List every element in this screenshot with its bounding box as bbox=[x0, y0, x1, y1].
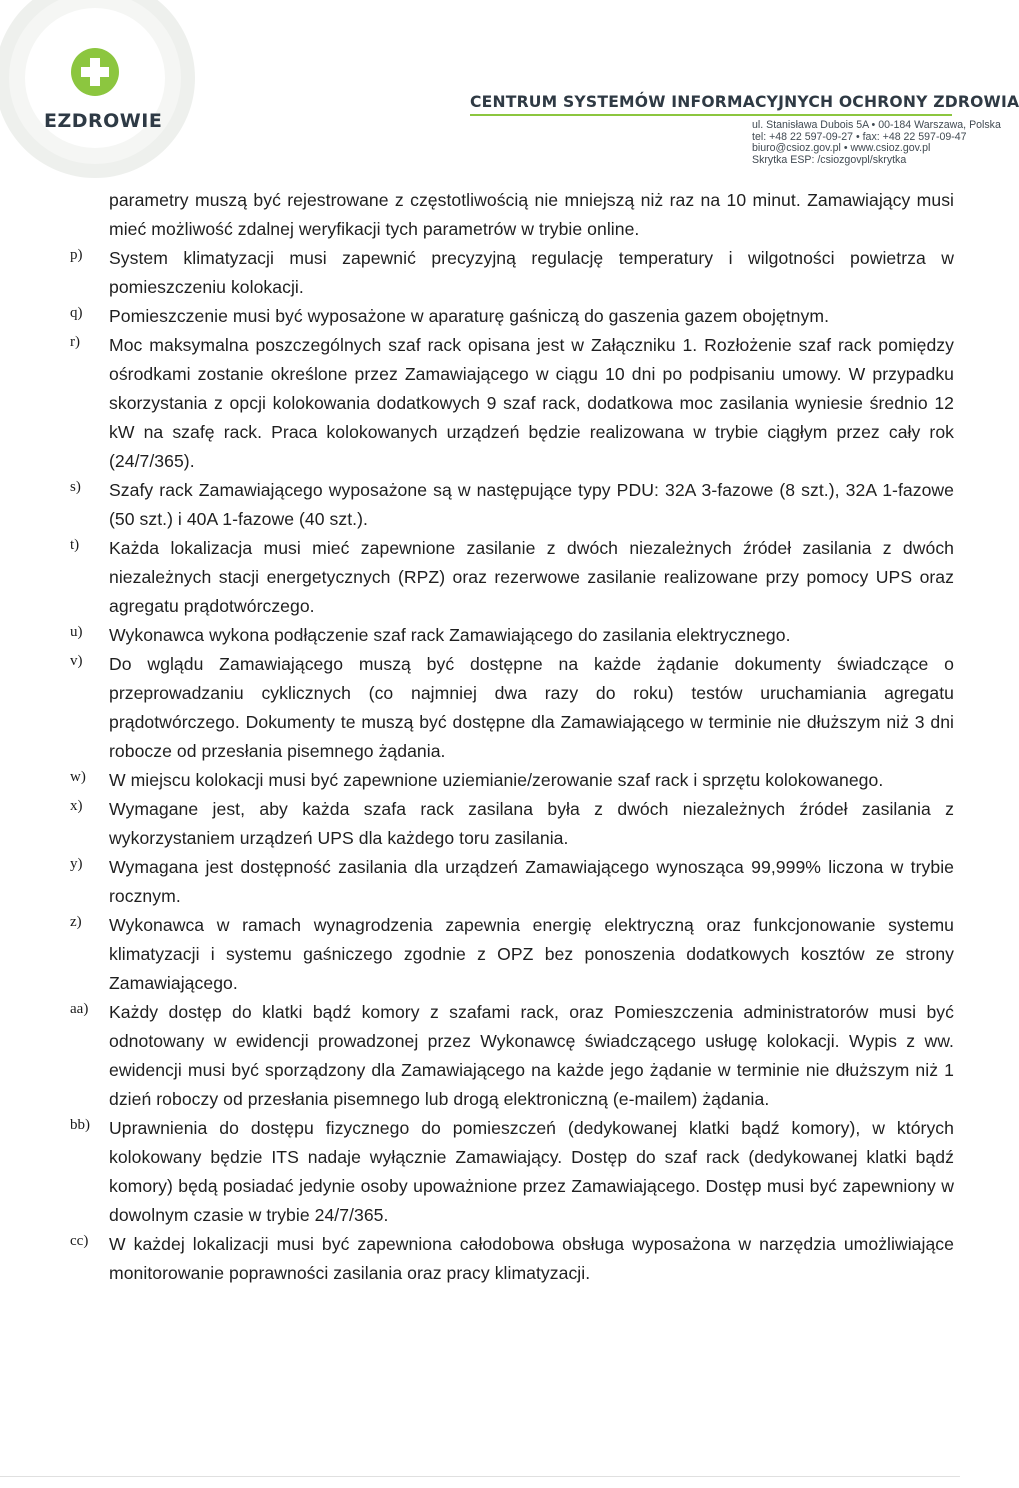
list-item-text: Moc maksymalna poszczególnych szaf rack opisana jest w Załączniku 1. Rozłożenie szaf rack pomiędzy ośrodkami zostanie określone przez Zamawiającego w ciągu 10 dni po podpisaniu umowy. W przypadku skorzystania z opcji kolokowania dodatkowych 9 szaf rack, dodatkowa moc zasilania wyniesie średnio 12 kW na szafę rack. Praca kolokowanych urządzeń będzie realizowana w trybie ciągłym przez cały rok (24/7/365). bbox=[109, 335, 954, 471]
ezdrowie-logo-mark bbox=[0, 0, 200, 180]
logo-wordmark: EZDROWIE bbox=[44, 110, 163, 132]
phone-line: tel: +48 22 597-09-27 • fax: +48 22 597-09-47 bbox=[752, 130, 967, 143]
list-marker: u) bbox=[70, 624, 83, 640]
list-item bbox=[0, 853, 960, 911]
list-item-text: Każdy dostęp do klatki bądź komory z szafami rack, oraz Pomieszczenia administratorów musi być odnotowany w ewidencji prowadzonej przez Wykonawcę świadczącego usługę kolokacji. Wypis z ww. ewidencji musi być sporządzony dla Zamawiającego na każde jego żądanie w terminie nie dłuższym niż 1 dzień roboczy od przesłania pisemnego lub drogą elektroniczną (e-mailem) żądania. bbox=[109, 1002, 954, 1109]
address-line: ul. Stanisława Dubois 5A • 00-184 Warszawa, Polska bbox=[752, 119, 1001, 131]
list-item-text: Wymagane jest, aby każda szafa rack zasilana była z dwóch niezależnych źródeł zasilania z wykorzystaniem urządzeń UPS dla każdego toru zasilania. bbox=[109, 799, 954, 848]
list-item-text: Wykonawca wykona podłączenie szaf rack Zamawiającego do zasilania elektrycznego. bbox=[109, 625, 791, 645]
list-item-intro bbox=[0, 186, 960, 244]
list-item-text: Pomieszczenie musi być wyposażone w aparaturę gaśniczą do gaszenia gazem obojętnym. bbox=[109, 306, 830, 326]
email-line: biuro@csioz.gov.pl • www.csioz.gov.pl bbox=[752, 142, 931, 154]
list-marker: r) bbox=[70, 334, 80, 350]
list-marker: t) bbox=[70, 537, 80, 553]
footer-divider bbox=[0, 1476, 960, 1477]
list-marker: bb) bbox=[70, 1117, 90, 1133]
list-marker: z) bbox=[70, 914, 82, 930]
list-item bbox=[0, 1114, 960, 1230]
list-marker: cc) bbox=[70, 1233, 89, 1249]
requirements-list bbox=[0, 186, 960, 1288]
list-marker: p) bbox=[70, 247, 83, 263]
organization-block bbox=[470, 93, 1019, 166]
intro-paragraph: parametry muszą być rejestrowane z częstotliwością nie mniejszą niż raz na 10 minut. Zamawiający musi mieć możliwość zdalnej weryfikacji tych parametrów w trybie online. bbox=[109, 190, 954, 239]
list-item-text: System klimatyzacji musi zapewnić precyzyjną regulację temperatury i wilgotności powietrza w pomieszczeniu kolokacji. bbox=[109, 248, 954, 297]
list-marker: w) bbox=[70, 769, 86, 785]
list-item bbox=[0, 650, 960, 766]
list-item bbox=[0, 244, 960, 302]
page-header bbox=[0, 0, 1019, 180]
list-item bbox=[0, 621, 960, 650]
list-item-text: Wykonawca w ramach wynagrodzenia zapewnia energię elektryczną oraz funkcjonowanie systemu klimatyzacji i systemu gaśniczego zgodnie z OPZ bez ponoszenia dodatkowych kosztów ze strony Zamawiającego. bbox=[109, 915, 954, 993]
list-item bbox=[0, 331, 960, 476]
list-item bbox=[0, 766, 960, 795]
list-marker: q) bbox=[70, 305, 83, 321]
list-item-text: Uprawnienia do dostępu fizycznego do pomieszczeń (dedykowanej klatki bądź komory), w których kolokowany będzie ITS nadaje wyłącznie Zamawiający. Dostęp do szaf rack (dedykowanej klatki bądź komory) będą posiadać jedynie osoby upoważnione przez Zamawiającego. Dostęp musi być zapewniony w dowolnym czasie w trybie 24/7/365. bbox=[109, 1118, 954, 1225]
list-item-text: Wymagana jest dostępność zasilania dla urządzeń Zamawiającego wynosząca 99,999% liczona w trybie rocznym. bbox=[109, 857, 954, 906]
list-marker: aa) bbox=[70, 1001, 89, 1017]
organization-contact bbox=[752, 119, 1001, 166]
list-items bbox=[0, 244, 960, 1288]
list-item-text: Każda lokalizacja musi mieć zapewnione zasilanie z dwóch niezależnych źródeł zasilania z dwóch niezależnych stacji energetycznych (RPZ) oraz rezerwowe zasilanie realizowane przy pomocy UPS oraz agregatu prądotwórczego. bbox=[109, 538, 954, 616]
list-item bbox=[0, 795, 960, 853]
esp-line: Skrytka ESP: /csiozgovpl/skrytka bbox=[752, 153, 907, 166]
ezdrowie-logo bbox=[0, 0, 200, 180]
list-item-text: Do wglądu Zamawiającego muszą być dostępne na każde żądanie dokumenty świadczące o przeprowadzaniu cyklicznych (co najmniej dwa razy do roku) testów uruchamiania agregatu prądotwórczego. Dokumenty te muszą być dostępne dla Zamawiającego w terminie nie dłuższym niż 3 dni robocze od przesłania pisemnego żądania. bbox=[109, 654, 954, 761]
list-item bbox=[0, 1230, 960, 1288]
list-marker: v) bbox=[70, 653, 83, 669]
list-item bbox=[0, 476, 960, 534]
list-item-text: Szafy rack Zamawiającego wyposażone są w następujące typy PDU: 32A 3-fazowe (8 szt.), 32A 1-fazowe (50 szt.) i 40A 1-fazowe (40 szt.). bbox=[109, 480, 954, 529]
list-item bbox=[0, 302, 960, 331]
list-marker: x) bbox=[70, 798, 83, 814]
list-item bbox=[0, 534, 960, 621]
list-item bbox=[0, 911, 960, 998]
list-item-text: W miejscu kolokacji musi być zapewnione uziemianie/zerowanie szaf rack i sprzętu kolokowanego. bbox=[109, 770, 884, 790]
header-divider bbox=[470, 114, 952, 116]
list-item bbox=[0, 998, 960, 1114]
list-marker: y) bbox=[70, 856, 83, 872]
list-marker: s) bbox=[70, 479, 81, 495]
organization-title: CENTRUM SYSTEMÓW INFORMACYJNYCH OCHRONY ZDROWIA bbox=[470, 93, 1019, 111]
list-item-text: W każdej lokalizacji musi być zapewniona całodobowa obsługa wyposażona w narzędzia umożliwiające monitorowanie poprawności zasilania oraz pracy klimatyzacji. bbox=[109, 1234, 954, 1283]
